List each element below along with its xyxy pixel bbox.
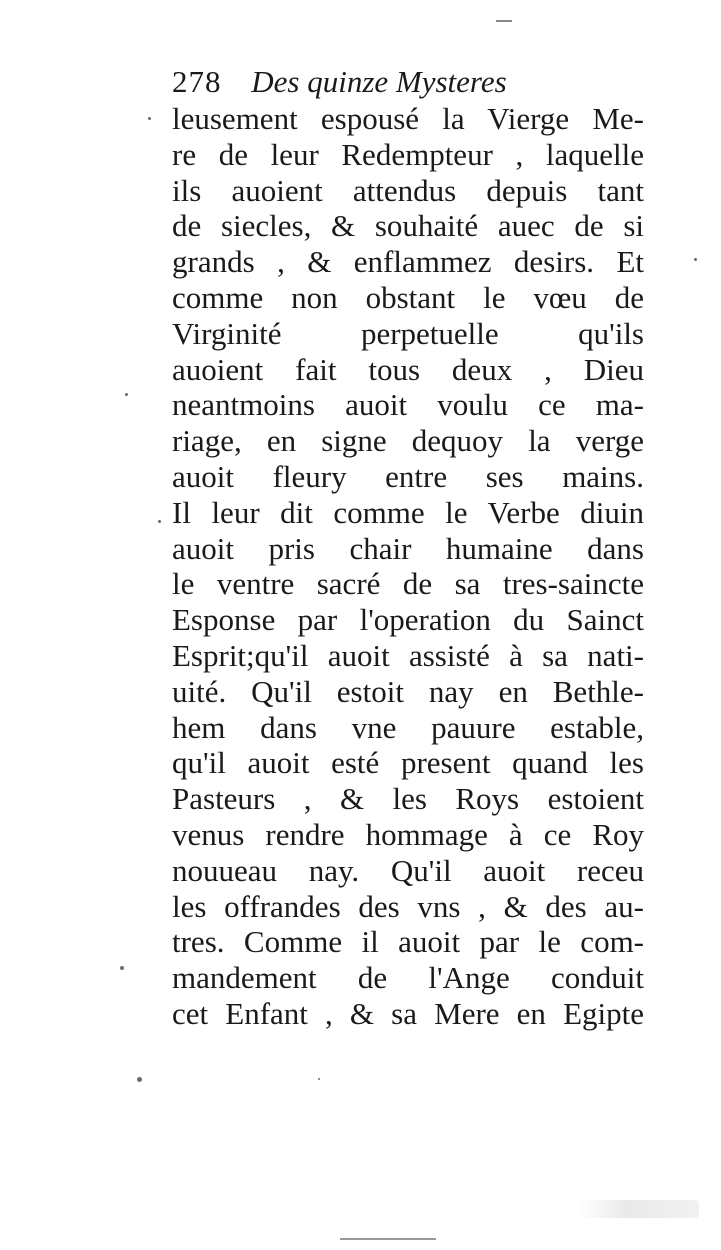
text-line: re de leur Redempteur , laquelle bbox=[172, 136, 644, 172]
text-line: cet Enfant , & sa Mere en Egipte bbox=[172, 995, 644, 1031]
text-line: riage, en signe dequoy la verge bbox=[172, 423, 644, 459]
text-line: ils auoient attendus depuis tant bbox=[172, 172, 644, 208]
text-line: neantmoins auoit voulu ce ma- bbox=[172, 387, 644, 423]
text-line: auoient fait tous deux , Dieu bbox=[172, 351, 644, 387]
text-line: Pasteurs , & les Roys estoient bbox=[172, 781, 644, 817]
margin-speck bbox=[120, 966, 124, 970]
margin-speck bbox=[318, 1078, 320, 1080]
running-head: Des quinze Mysteres bbox=[251, 64, 507, 99]
text-line: auoit fleury entre ses mains. bbox=[172, 458, 644, 494]
text-line: de siecles, & souhaité auec de si bbox=[172, 208, 644, 244]
text-line: venus rendre hommage à ce Roy bbox=[172, 816, 644, 852]
margin-speck bbox=[158, 520, 161, 523]
text-line: leusement espousé la Vierge Me- bbox=[172, 101, 644, 136]
text-line: Il leur dit comme le Verbe diuin bbox=[172, 494, 644, 530]
text-line: comme non obstant le vœu de bbox=[172, 279, 644, 315]
text-line: nouueau nay. Qu'il auoit receu bbox=[172, 852, 644, 888]
text-line: qu'il auoit esté present quand les bbox=[172, 745, 644, 781]
text-line: Esprit;qu'il auoit assisté à sa nati- bbox=[172, 637, 644, 673]
scan-watermark bbox=[579, 1200, 699, 1218]
text-line: Virginité perpetuelle qu'ils bbox=[172, 315, 644, 351]
text-line: les offrandes des vns , & des au- bbox=[172, 888, 644, 924]
text-line: grands , & enflammez desirs. Et bbox=[172, 244, 644, 280]
bottom-margin-mark bbox=[340, 1238, 436, 1240]
margin-speck bbox=[694, 258, 697, 261]
text-line: uité. Qu'il estoit nay en Bethle- bbox=[172, 673, 644, 709]
body-text bbox=[172, 101, 644, 1032]
text-line: auoit pris chair humaine dans bbox=[172, 530, 644, 566]
text-line: le ventre sacré de sa tres-saincte bbox=[172, 566, 644, 602]
margin-speck bbox=[148, 117, 151, 120]
page-number: 278 bbox=[172, 64, 222, 99]
page-header bbox=[172, 62, 507, 102]
text-line: Esponse par l'operation du Sainct bbox=[172, 602, 644, 638]
text-line: mandement de l'Ange conduit bbox=[172, 960, 644, 996]
margin-speck bbox=[125, 393, 128, 396]
text-line: hem dans vne pauure estable, bbox=[172, 709, 644, 745]
margin-speck bbox=[137, 1077, 142, 1082]
top-margin-mark bbox=[496, 20, 512, 22]
text-line: tres. Comme il auoit par le com- bbox=[172, 924, 644, 960]
